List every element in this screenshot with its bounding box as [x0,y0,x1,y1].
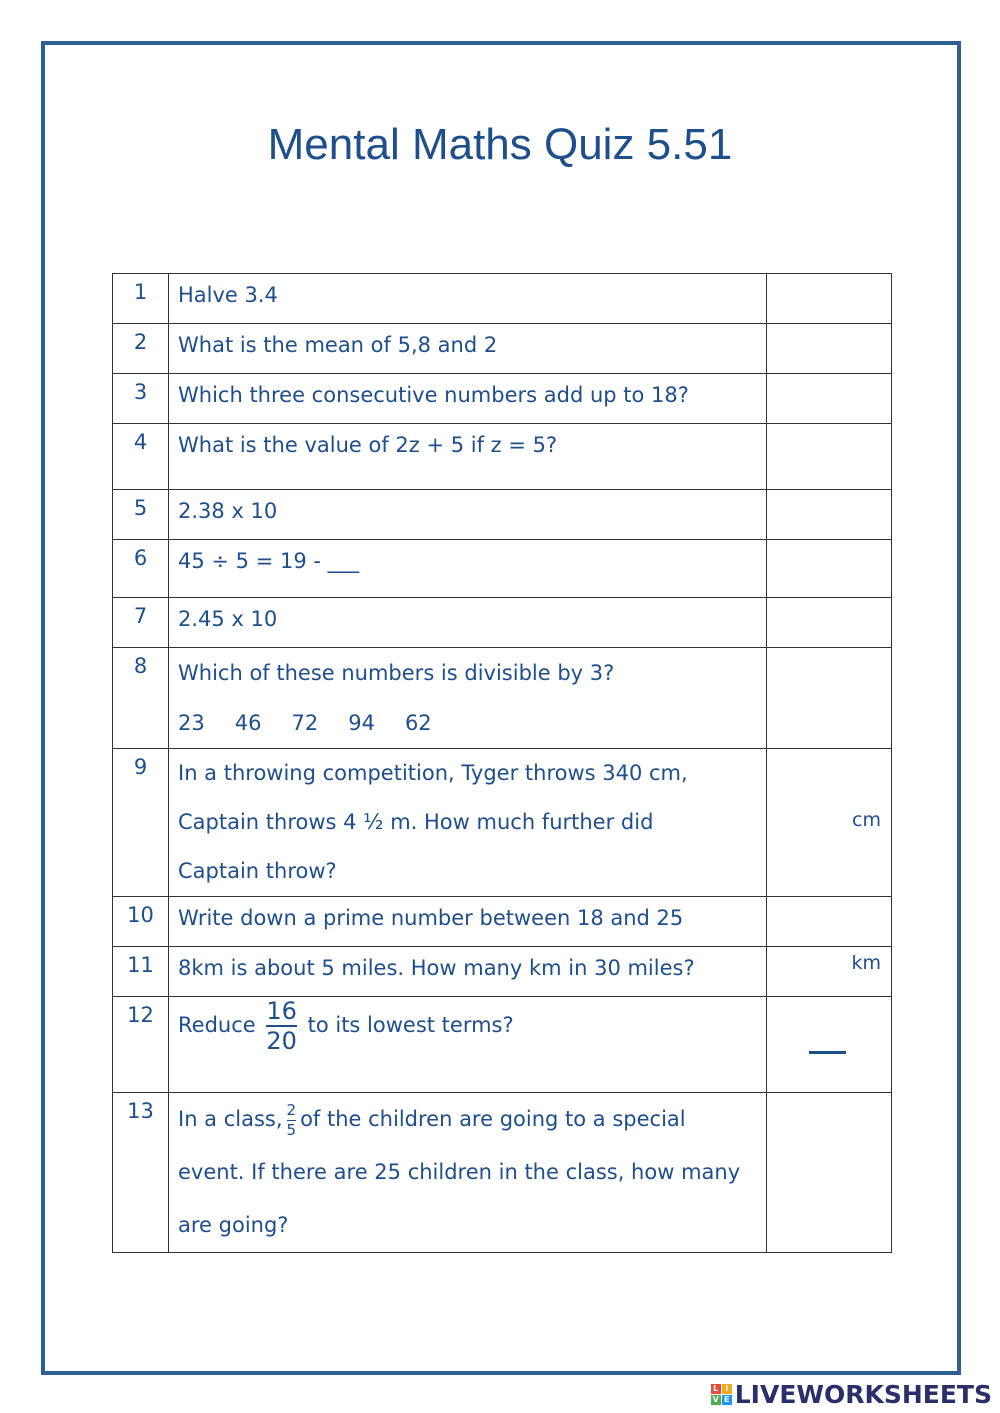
question-text: What is the value of 2z + 5 if z = 5? [169,424,767,490]
question-text: 45 ÷ 5 = 19 - ___ [169,540,767,598]
logo-letter: I [722,1384,732,1394]
question-row-5 [113,490,892,540]
answer-box-10[interactable] [767,897,892,947]
question-row-2 [113,324,892,374]
question-number: 13 [113,1093,169,1253]
option: 46 [234,711,262,735]
question-row-4 [113,424,892,490]
logo-mark-icon [711,1384,732,1405]
question-text [169,1093,767,1253]
fraction-numerator: 2 [286,1100,297,1119]
answer-box-6[interactable] [767,540,892,598]
logo-letter: E [722,1395,732,1405]
question-number: 2 [113,324,169,374]
question-number: 1 [113,274,169,324]
quiz-table [112,273,892,1253]
answer-box-7[interactable] [767,598,892,648]
question-line: Captain throw? [178,859,337,883]
question-number: 4 [113,424,169,490]
brand-name: LIVEWORKSHEETS [734,1380,992,1409]
answer-box-11[interactable] [767,947,892,997]
answer-box-5[interactable] [767,490,892,540]
options-line [178,698,758,748]
question-number: 3 [113,374,169,424]
question-number: 7 [113,598,169,648]
question-text: Halve 3.4 [169,274,767,324]
unit-label: km [851,952,881,974]
answer-box-13[interactable] [767,1093,892,1253]
question-text-after: to its lowest terms? [307,1013,514,1037]
question-text-after: of the children are going to a special [300,1107,686,1131]
question-text: What is the mean of 5,8 and 2 [169,324,767,374]
question-row-10 [113,897,892,947]
question-text: Which three consecutive numbers add up to 18? [169,374,767,424]
question-row-9 [113,749,892,897]
question-row-13 [113,1093,892,1253]
answer-box-8[interactable] [767,648,892,749]
answer-box-9[interactable] [767,749,892,897]
answer-box-2[interactable] [767,324,892,374]
question-row-3 [113,374,892,424]
question-line: Which of these numbers is divisible by 3? [178,661,615,685]
question-text-before: In a class, [178,1107,283,1131]
fraction-answer-line [809,1051,846,1054]
question-row-8 [113,648,892,749]
question-line [178,1093,758,1146]
question-line: are going? [178,1213,289,1237]
option: 23 [178,711,205,735]
question-text [169,648,767,749]
question-number: 11 [113,947,169,997]
question-number: 10 [113,897,169,947]
question-line: In a throwing competition, Tyger throws 340 cm, [178,761,688,785]
question-text: 2.45 x 10 [169,598,767,648]
question-text: 2.38 x 10 [169,490,767,540]
fraction-denominator: 20 [266,1027,297,1055]
question-row-6 [113,540,892,598]
question-text-before: Reduce [178,1013,256,1037]
answer-box-1[interactable] [767,274,892,324]
question-number: 6 [113,540,169,598]
question-text [169,997,767,1093]
fraction-numerator: 16 [266,997,297,1025]
fraction [266,999,297,1053]
question-line: event. If there are 25 children in the class, how many [178,1160,741,1184]
fraction [286,1100,297,1139]
question-text [169,749,767,897]
answer-box-3[interactable] [767,374,892,424]
answer-box-4[interactable] [767,424,892,490]
fraction-denominator: 5 [286,1120,297,1139]
logo-letter: L [711,1384,721,1394]
question-line: Captain throws 4 ½ m. How much further did [178,810,654,834]
question-row-7 [113,598,892,648]
question-number: 5 [113,490,169,540]
unit-label: cm [852,809,881,831]
liveworksheets-logo[interactable] [711,1380,992,1409]
question-row-1 [113,274,892,324]
option: 62 [404,711,432,735]
answer-box-12[interactable] [767,997,892,1093]
question-number: 9 [113,749,169,897]
option: 94 [348,711,375,735]
page-title: Mental Maths Quiz 5.51 [267,120,733,169]
logo-letter: V [712,1395,719,1404]
question-number: 8 [113,648,169,749]
question-row-11 [113,947,892,997]
question-row-12 [113,997,892,1093]
question-text: Write down a prime number between 18 and 25 [169,897,767,947]
option: 72 [291,711,319,735]
question-number: 12 [113,997,169,1093]
question-text: 8km is about 5 miles. How many km in 30 miles? [169,947,767,997]
